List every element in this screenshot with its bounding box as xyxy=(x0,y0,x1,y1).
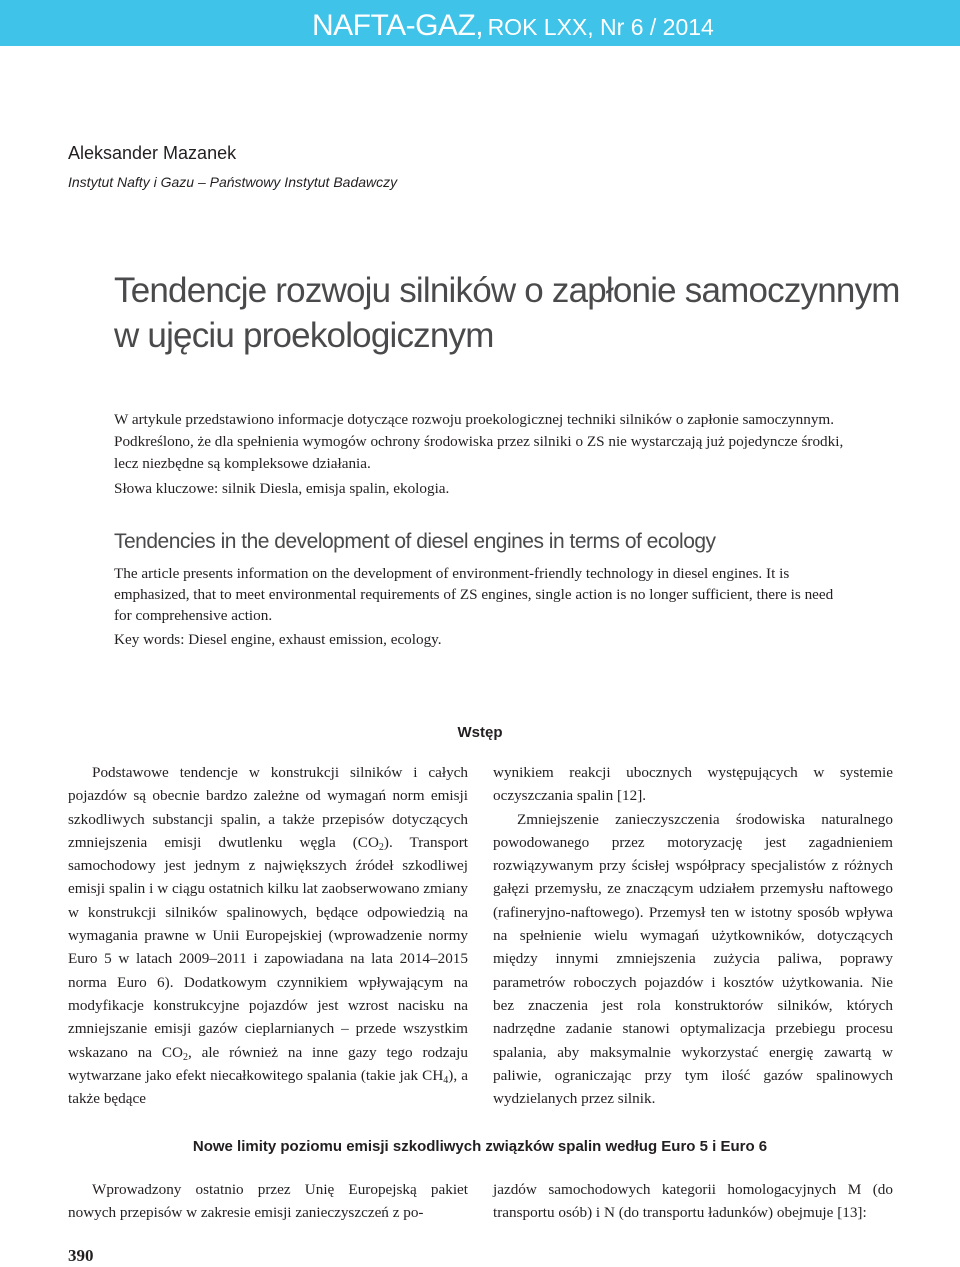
limits-right-column xyxy=(493,1178,893,1225)
intro-paragraph-continued: wynikiem reakcji ubocznych występujących w systemie oczyszczania spalin [12]. xyxy=(493,764,893,805)
intro-right-column xyxy=(493,761,893,1110)
text-run: Podstawowe tendencje w konstrukcji silników i całych pojazdów są obecnie bardzo zależne od wymagań norm emisji szkodliwych substancji spalin, a także przepisów dotyczących zmniejszenia emisji dwutlenku węgla (CO xyxy=(68,764,468,851)
author-name: Aleksander Mazanek xyxy=(68,143,237,163)
subscript: 2 xyxy=(182,1051,188,1063)
subscript: 2 xyxy=(378,841,384,853)
intro-paragraph-1 xyxy=(68,761,468,1110)
subscript: 4 xyxy=(443,1074,449,1086)
text-run: ). Transport samochodowy jest jednym z największych źródeł szkodliwej emisji spalin i w ciągu ostatnich kilku lat zaobserwowano zmiany w konstrukcji silników spalinowych, będące odpowiedzią na wymagania prawne w Unii Europejskiej (wprowadzenie normy Euro 5 w latach 2009–2011 i zapowiadana na lata 2014–2015 norma Euro 6). Dodatkowym czynnikiem wpływającym na modyfikacje konstrukcyjne pojazdów jest wzrost nacisku na zmniejszanie emisji gazów cieplarnianych – przede wszystkim wskazano na CO xyxy=(68,833,469,1061)
section-heading-intro: Wstęp xyxy=(457,724,503,741)
journal-header-bar xyxy=(0,0,960,46)
article-title-en: Tendencies in the development of diesel engines in terms of ecology xyxy=(114,530,716,553)
keywords-en: Key words: Diesel engine, exhaust emission, ecology. xyxy=(114,631,442,648)
abstract-pl: W artykule przedstawiono informacje dotyczące rozwoju proekologicznej techniki silników o zapłonie samoczynnym. Podkreślono, że dla spełnienia wymogów ochrony środowiska przez silniki o ZS nie wystarczają już pojedyncze środki, lecz niezbędne są kompleksowe działania. xyxy=(114,411,844,472)
abstract-en: The article presents information on the development of environment-friendly technology in diesel engines. It is emphasized, that to meet environmental requirements of ZS engines, single action is no longer sufficient, there is need for comprehensive action. xyxy=(114,565,834,624)
limits-paragraph: Wprowadzony ostatnio przez Unię Europejską pakiet nowych przepisów w zakresie emisji zanieczyszczeń z po- xyxy=(68,1181,468,1222)
limits-paragraph-continued: jazdów samochodowych kategorii homologacyjnych M (do transportu osób) i N (do transportu ładunków) obejmuje [13]: xyxy=(493,1181,893,1222)
journal-header xyxy=(312,6,714,51)
journal-volume: ROK LXX, Nr 6 / 2014 xyxy=(487,14,714,40)
author-affiliation: Instytut Nafty i Gazu – Państwowy Instytut Badawczy xyxy=(68,174,398,190)
limits-left-column xyxy=(68,1178,468,1225)
text-run: ), a także będące xyxy=(68,1066,468,1108)
intro-paragraph-2: Zmniejszenie zanieczyszczenia środowiska naturalnego powodowanego przez motoryzację jest zagadnieniem rozwiązywanym przy ścisłej współpracy specjalistów z różnych gałęzi przemysłu, ze znaczącym udziałem przemysłu naftowego (rafineryjno-naftowego). Przemysł ten w istotny sposób wpływa na spełnienie wielu wymagań użytkowników, dotyczących między innymi zmniejszenia zużycia paliwa, poprawy parametrów roboczych pojazdów i kosztów użytkowania. Nie bez znaczenia jest rola konstruktorów silników, których nadrzędne zadanie stanowi optymalizacja przebiegu procesu spalania, aby maksymalnie wykorzystać energię zawartą w paliwie, ograniczając przy tym ilość gazów spalinowych wydzielanych przez silnik. xyxy=(493,810,893,1108)
text-run: , ale również na inne gazy tego rodzaju wytwarzane jako efekt niecałkowitego spalania (takie jak CH xyxy=(68,1043,468,1084)
journal-name: NAFTA-GAZ, xyxy=(312,9,484,42)
intro-left-column xyxy=(68,761,468,1110)
section-heading-limits: Nowe limity poziomu emisji szkodliwych związków spalin według Euro 5 i Euro 6 xyxy=(192,1138,768,1155)
article-title-pl: Tendencje rozwoju silników o zapłonie samoczynnym w ujęciu proekologicznym xyxy=(114,271,900,355)
keywords-pl: Słowa kluczowe: silnik Diesla, emisja spalin, ekologia. xyxy=(114,480,450,497)
page-number: 390 xyxy=(68,1246,94,1265)
